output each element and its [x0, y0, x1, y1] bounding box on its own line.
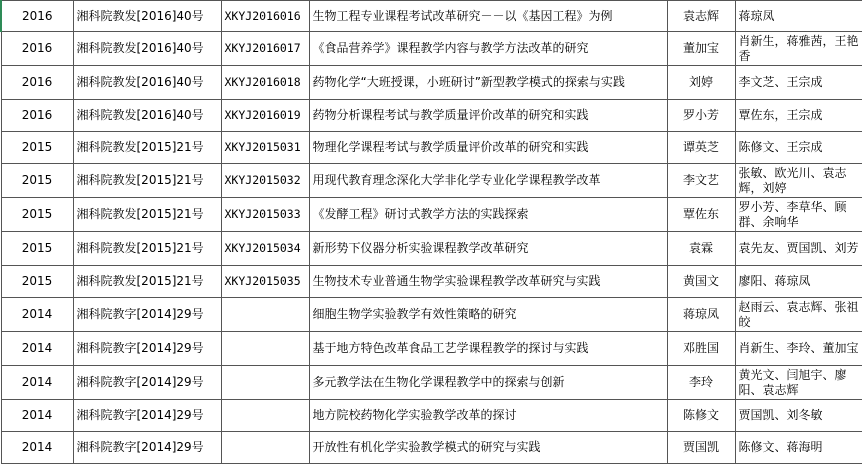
year-cell: 2014	[1, 400, 73, 432]
host-cell: 李文艺	[667, 164, 735, 198]
year-cell: 2015	[1, 232, 73, 266]
table-row	[1, 266, 862, 298]
table-row	[1, 332, 862, 366]
document-number-cell: 湘科院教字[2014]29号	[73, 298, 221, 332]
document-number-cell: 湘科院教发[2015]21号	[73, 232, 221, 266]
members-cell: 罗小芳、李草华、顾群、余响华	[735, 198, 862, 232]
project-code-cell	[221, 366, 309, 400]
project-title-cell: 《发酵工程》研讨式教学方法的实践探索	[309, 198, 667, 232]
members-cell: 陈修文、蒋海明	[735, 432, 862, 464]
document-number-cell: 湘科院教字[2014]29号	[73, 400, 221, 432]
project-title-cell: 地方院校药物化学实验教学改革的探讨	[309, 400, 667, 432]
project-code-cell: XKYJ2016019	[221, 100, 309, 132]
project-title-cell: 基于地方特色改革食品工艺学课程教学的探讨与实践	[309, 332, 667, 366]
project-code-cell	[221, 432, 309, 464]
table-row	[1, 132, 862, 164]
project-code-cell: XKYJ2015032	[221, 164, 309, 198]
document-number-cell: 湘科院教发[2016]40号	[73, 100, 221, 132]
members-cell: 肖新生、李玲、董加宝	[735, 332, 862, 366]
year-cell: 2015	[1, 266, 73, 298]
project-code-cell: XKYJ2015033	[221, 198, 309, 232]
table-row	[1, 366, 862, 400]
project-code-cell: XKYJ2015031	[221, 132, 309, 164]
members-cell: 廖阳、蒋琼凤	[735, 266, 862, 298]
members-cell: 陈修文、王宗成	[735, 132, 862, 164]
project-title-cell: 《食品营养学》课程教学内容与教学方法改革的研究	[309, 32, 667, 66]
project-title-cell: 开放性有机化学实验教学模式的研究与实践	[309, 432, 667, 464]
project-title-cell: 生物技术专业普通生物学实验课程教学改革研究与实践	[309, 266, 667, 298]
document-number-cell: 湘科院教发[2016]40号	[73, 32, 221, 66]
project-title-cell: 多元教学法在生物化学课程教学中的探索与创新	[309, 366, 667, 400]
table-row	[1, 100, 862, 132]
project-code-cell	[221, 332, 309, 366]
year-cell: 2016	[1, 66, 73, 100]
table-row	[1, 232, 862, 266]
year-cell: 2015	[1, 198, 73, 232]
members-cell: 肖新生，蒋雅茜，王艳香	[735, 32, 862, 66]
document-number-cell: 湘科院教发[2015]21号	[73, 266, 221, 298]
table-row	[1, 298, 862, 332]
document-number-cell: 湘科院教字[2014]29号	[73, 432, 221, 464]
year-cell: 2014	[1, 432, 73, 464]
table-row	[1, 66, 862, 100]
document-number-cell: 湘科院教字[2014]29号	[73, 366, 221, 400]
project-code-cell: XKYJ2015034	[221, 232, 309, 266]
members-cell: 覃佐东，王宗成	[735, 100, 862, 132]
year-cell: 2015	[1, 164, 73, 198]
project-table-body	[1, 1, 862, 464]
table-row	[1, 1, 862, 32]
year-cell: 2016	[1, 1, 73, 32]
host-cell: 陈修文	[667, 400, 735, 432]
host-cell: 覃佐东	[667, 198, 735, 232]
project-title-cell: 生物工程专业课程考试改革研究－－以《基因工程》为例	[309, 1, 667, 32]
members-cell: 赵雨云、袁志辉、张祖皎	[735, 298, 862, 332]
members-cell: 贾国凯、刘冬敏	[735, 400, 862, 432]
project-title-cell: 细胞生物学实验教学有效性策略的研究	[309, 298, 667, 332]
host-cell: 袁霖	[667, 232, 735, 266]
document-number-cell: 湘科院教发[2016]40号	[73, 66, 221, 100]
members-cell: 李文芝、王宗成	[735, 66, 862, 100]
project-title-cell: 药物分析课程考试与教学质量评价改革的研究和实践	[309, 100, 667, 132]
host-cell: 贾国凯	[667, 432, 735, 464]
host-cell: 谭英芝	[667, 132, 735, 164]
host-cell: 罗小芳	[667, 100, 735, 132]
host-cell: 黄国文	[667, 266, 735, 298]
project-code-cell: XKYJ2015035	[221, 266, 309, 298]
project-title-cell: 药物化学“大班授课，小班研讨”新型教学模式的探索与实践	[309, 66, 667, 100]
members-cell: 张敏、欧光川、袁志辉，刘婷	[735, 164, 862, 198]
host-cell: 邓胜国	[667, 332, 735, 366]
project-code-cell: XKYJ2016017	[221, 32, 309, 66]
project-code-cell: XKYJ2016018	[221, 66, 309, 100]
table-row	[1, 198, 862, 232]
year-cell: 2014	[1, 298, 73, 332]
project-code-cell: XKYJ2016016	[221, 1, 309, 32]
project-title-cell: 用现代教育理念深化大学非化学专业化学课程教学改革	[309, 164, 667, 198]
host-cell: 刘婷	[667, 66, 735, 100]
table-row	[1, 164, 862, 198]
year-cell: 2016	[1, 100, 73, 132]
year-cell: 2015	[1, 132, 73, 164]
project-code-cell	[221, 298, 309, 332]
table-row	[1, 32, 862, 66]
host-cell: 蒋琼凤	[667, 298, 735, 332]
host-cell: 董加宝	[667, 32, 735, 66]
year-cell: 2014	[1, 332, 73, 366]
document-number-cell: 湘科院教字[2014]29号	[73, 332, 221, 366]
members-cell: 袁先友、贾国凯、刘芳	[735, 232, 862, 266]
document-number-cell: 湘科院教发[2016]40号	[73, 1, 221, 32]
document-number-cell: 湘科院教发[2015]21号	[73, 198, 221, 232]
project-title-cell: 新形势下仪器分析实验课程教学改革研究	[309, 232, 667, 266]
host-cell: 李玲	[667, 366, 735, 400]
project-code-cell	[221, 400, 309, 432]
year-cell: 2014	[1, 366, 73, 400]
document-number-cell: 湘科院教发[2015]21号	[73, 132, 221, 164]
members-cell: 黄光文、闫旭宇、廖阳、袁志辉	[735, 366, 862, 400]
project-title-cell: 物理化学课程考试与教学质量评价改革的研究和实践	[309, 132, 667, 164]
host-cell: 袁志辉	[667, 1, 735, 32]
table-row	[1, 432, 862, 464]
year-cell: 2016	[1, 32, 73, 66]
members-cell: 蒋琼凤	[735, 1, 862, 32]
table-row	[1, 400, 862, 432]
document-number-cell: 湘科院教发[2015]21号	[73, 164, 221, 198]
